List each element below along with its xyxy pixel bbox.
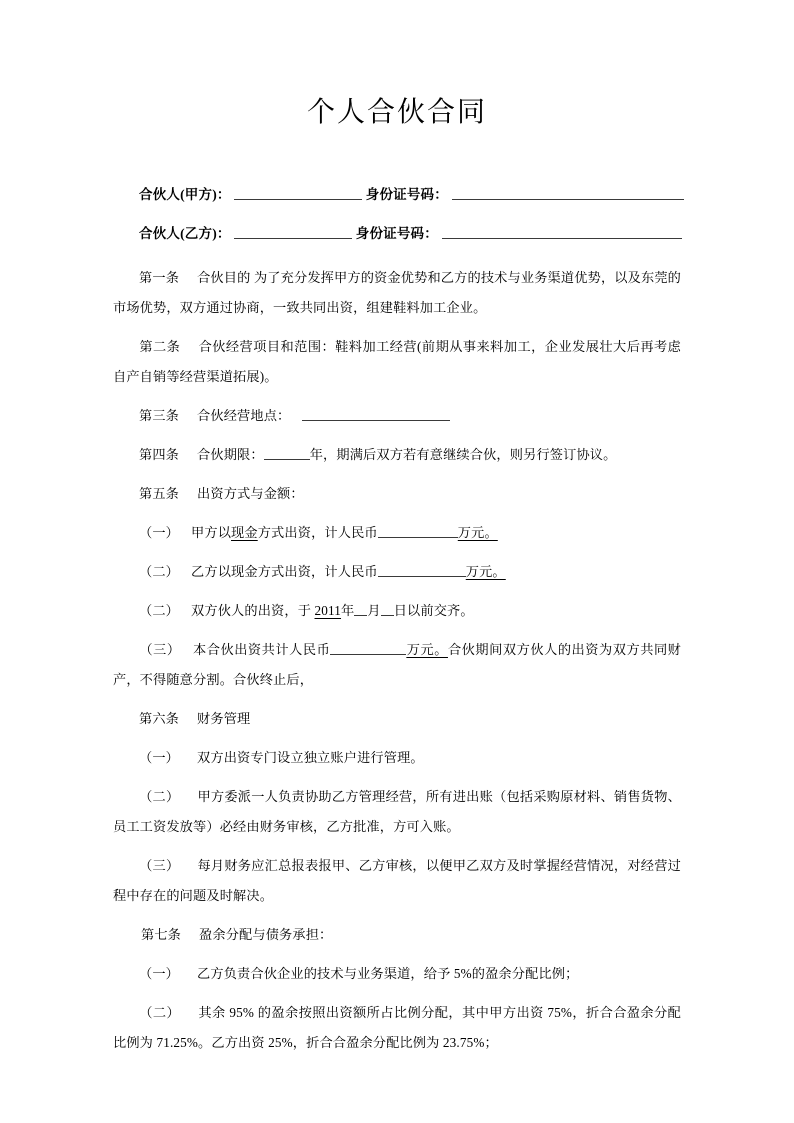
page-title: 个人合伙合同 (306, 97, 487, 128)
clause-3-location-blank[interactable] (302, 406, 450, 421)
clause-6-item-1-marker: （一） (139, 750, 180, 765)
clause-7-item-2-text: 其余 95% 的盈余按照出资额所占比例分配，其中甲方出资 75%，折合合盈余分配比例为 71.25%。乙方出资 25%，折合合盈余分配比例为 23.75%； (113, 1005, 682, 1050)
clause-5 (113, 479, 681, 509)
clause-5-item-1-text-a: 甲方以 (191, 525, 232, 540)
party-a-role-label: 合伙人(甲方)： (139, 187, 231, 202)
clause-5-item-3-text-c: 月 (367, 603, 381, 618)
party-b-id-blank[interactable] (442, 224, 682, 239)
party-b-name-blank-2[interactable] (292, 224, 352, 239)
clause-2-number: 第二条 (139, 339, 181, 354)
clause-6-item-1 (113, 743, 681, 773)
party-a-name-blank[interactable] (234, 185, 362, 200)
party-a-id-blank[interactable] (452, 185, 684, 200)
clause-6-item-1-text: 双方出资专门设立独立账户进行管理。 (197, 750, 424, 765)
clause-1-number: 第一条 (139, 270, 180, 285)
clause-5-item-3-day-blank[interactable] (381, 601, 394, 616)
clause-5-item-2 (113, 557, 681, 587)
clause-7-item-2 (113, 998, 681, 1058)
clause-6-number: 第六条 (139, 711, 180, 726)
clause-5-item-1-marker: （一） (139, 525, 180, 540)
clause-6-item-2-text: 甲方委派一人负责协助乙方管理经营，所有进出账（包括采购原材料、销售货物、员工工资发放等）必经由财务审核，乙方批准，方可入账。 (113, 789, 681, 834)
clause-5-item-3-text-b: 年 (341, 603, 355, 618)
clause-7 (113, 920, 681, 950)
party-line-b (113, 224, 681, 242)
clause-5-item-4-text-c: 合伙期间双方伙人的出资为双方共同财产，不得随意分割。合伙终止后， (113, 642, 682, 687)
clause-3 (113, 401, 681, 431)
clause-5-item-4 (113, 635, 681, 695)
party-b-id-label: 身份证号码： (355, 226, 438, 241)
clause-5-item-4-text-b: 万元。 (406, 642, 448, 657)
clause-5-item-2-text-a: 乙方以现金方式出资，计人民币 (191, 564, 378, 579)
clause-7-item-2-marker: （二） (139, 1005, 181, 1020)
clause-5-item-2-text-c: 万元。 (465, 564, 506, 579)
clause-5-heading: 出资方式与金额： (197, 486, 304, 501)
clause-5-item-3-marker: （二） (139, 603, 180, 618)
clause-5-item-1-text-c: 万元。 (457, 525, 498, 540)
clause-5-number: 第五条 (139, 486, 180, 501)
clause-6-item-2 (113, 782, 681, 842)
clause-7-number: 第七条 (141, 927, 182, 942)
clause-1 (113, 263, 681, 323)
clause-7-item-1-text: 乙方负责合伙企业的技术与业务渠道，给予 5%的盈余分配比例； (197, 966, 579, 981)
clause-5-item-4-amount-blank[interactable] (330, 640, 406, 655)
clause-4 (113, 440, 681, 470)
clause-5-item-3-year: 2011 (314, 603, 342, 618)
clause-5-item-1 (113, 518, 681, 548)
clause-7-item-1 (113, 959, 681, 989)
clause-5-item-3-month-blank[interactable] (354, 601, 367, 616)
clause-5-item-1-text-b: 方式出资，计人民币 (257, 525, 378, 540)
clause-6-item-3-marker: （三） (139, 858, 180, 873)
party-line-a (113, 185, 681, 203)
clause-2-text: 鞋料加工经营(前期从事来料加工，企业发展壮大后再考虑自产自销等经营渠道拓展)。 (113, 339, 682, 384)
clause-4-number: 第四条 (139, 447, 180, 462)
clause-1-text: 为了充分发挥甲方的资金优势和乙方的技术与业务渠道优势，以及东莞的市场优势，双方通过协商，一致共同出资，组建鞋料加工企业。 (113, 270, 682, 315)
clause-4-heading: 合伙期限： (197, 447, 264, 462)
clause-7-heading: 盈余分配与债务承担： (199, 927, 333, 942)
clause-4-text-after: 年，期满后双方若有意继续合伙，则另行签订协议。 (309, 447, 617, 462)
clause-5-item-3 (113, 596, 681, 626)
clause-6-heading: 财务管理 (197, 711, 251, 726)
clause-6-item-3-text: 每月财务应汇总报表报甲、乙方审核，以便甲乙双方及时掌握经营情况，对经营过程中存在的问题及时解决。 (113, 858, 681, 903)
clause-3-number: 第三条 (139, 408, 180, 423)
party-a-id-label: 身份证号码： (365, 187, 448, 202)
clause-5-item-2-marker: （二） (139, 564, 180, 579)
clause-5-item-4-text-a: 本合伙出资共计人民币 (192, 642, 331, 657)
clause-5-item-3-text-d: 日以前交齐。 (393, 603, 474, 618)
clause-5-item-4-marker: （三） (139, 642, 181, 657)
clause-5-item-2-amount-blank[interactable] (378, 562, 466, 577)
clause-5-item-3-text-a: 双方伙人的出资，于 (191, 603, 312, 618)
clause-7-item-1-marker: （一） (139, 966, 180, 981)
clause-6 (113, 704, 681, 734)
clause-5-item-1-amount-blank[interactable] (378, 523, 458, 538)
clause-3-heading: 合伙经营地点： (197, 408, 291, 423)
document-body (113, 185, 681, 1067)
party-b-name-blank-1[interactable] (234, 224, 292, 239)
party-b-role-label: 合伙人(乙方)： (139, 226, 231, 241)
clause-6-item-2-marker: （二） (139, 789, 180, 804)
clause-4-term-blank[interactable] (264, 445, 310, 460)
clause-5-item-1-underlined: 现金 (231, 525, 258, 540)
clause-2-heading: 合伙经营项目和范围： (198, 339, 336, 354)
clause-6-item-3 (113, 851, 681, 911)
clause-2 (113, 332, 681, 392)
clause-1-heading: 合伙目的 (197, 270, 251, 285)
